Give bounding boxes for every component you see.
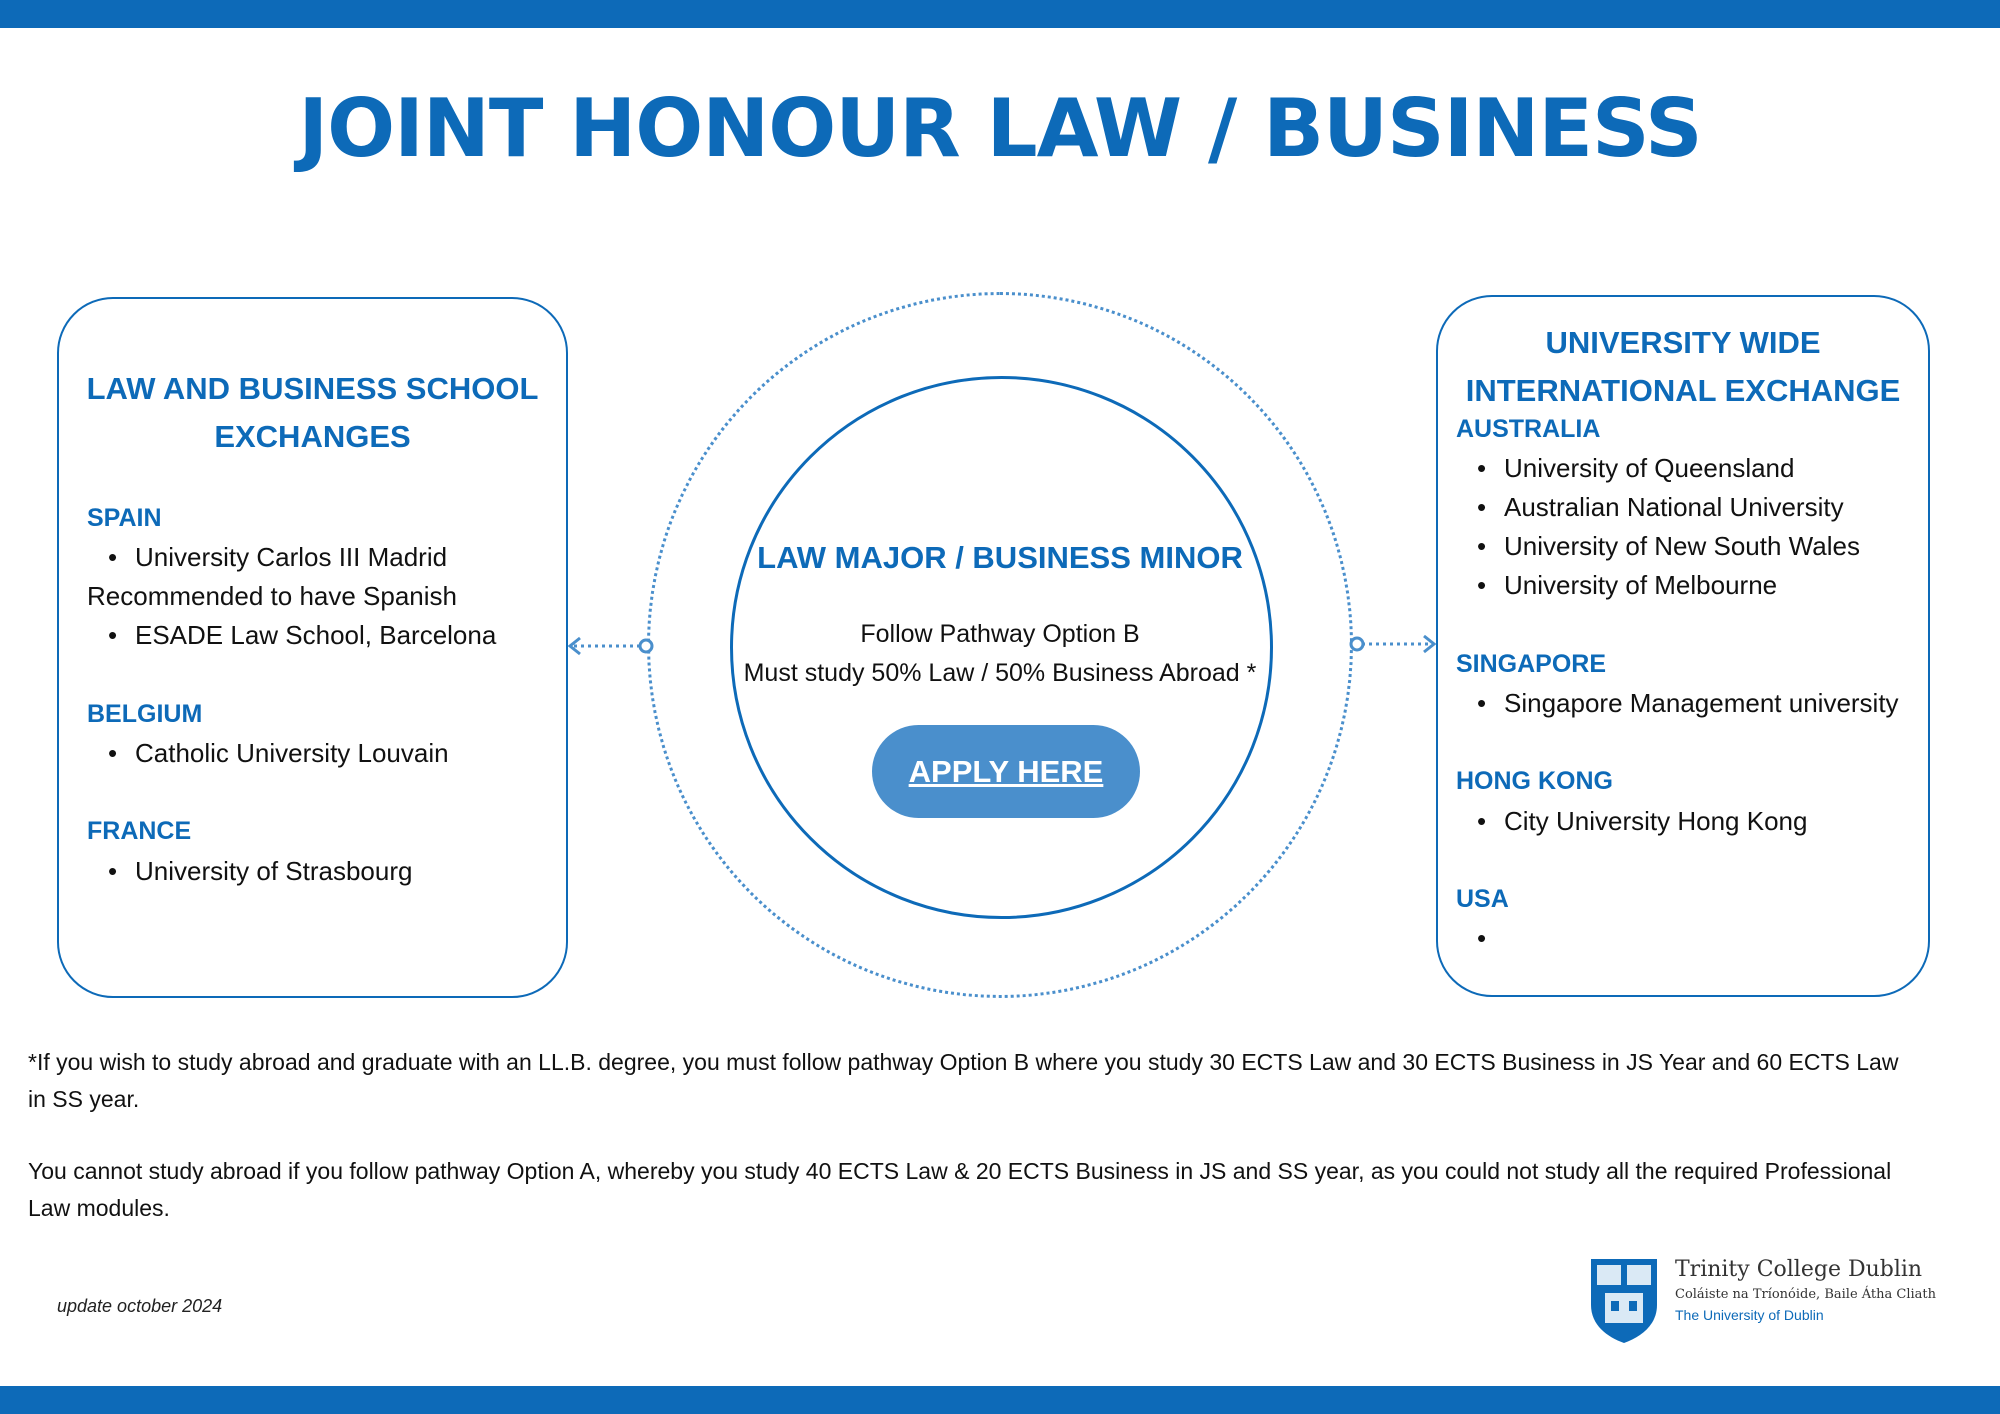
footnote-option-b-line1: *If you wish to study abroad and graduate with an LL.B. degree, you must follow pathway Option B where you study 30 ECTS Law and 30 ECTS Business in JS Year and 60 ECTS Law bbox=[28, 1049, 1899, 1075]
country-belgium: BELGIUM bbox=[87, 700, 203, 728]
footnote-option-a-line1: You cannot study abroad if you follow pathway Option A, whereby you study 40 ECTS Law & 20 ECTS Business in JS and SS year, as you could not study all the required Professional bbox=[28, 1158, 1892, 1184]
center-title: LAW MAJOR / BUSINESS MINOR bbox=[757, 540, 1243, 575]
country-hong-kong: HONG KONG bbox=[1456, 767, 1613, 795]
list-item: • University Carlos III Madrid bbox=[135, 542, 447, 573]
tcd-crest-icon bbox=[1589, 1257, 1659, 1345]
list-item: • City University Hong Kong bbox=[1504, 806, 1807, 837]
page-title: JOINT HONOUR LAW / BUSINESS bbox=[298, 82, 1702, 175]
right-box-heading-line1: UNIVERSITY WIDE bbox=[1545, 325, 1821, 360]
logo-irish-name: Coláiste na Tríonóide, Baile Átha Cliath bbox=[1675, 1287, 1937, 1302]
country-singapore: SINGAPORE bbox=[1456, 650, 1607, 678]
spanish-note: Recommended to have Spanish bbox=[87, 581, 458, 611]
pathway-line: Follow Pathway Option B bbox=[860, 620, 1140, 648]
left-box-heading-line2: EXCHANGES bbox=[214, 419, 411, 454]
list-item: • ESADE Law School, Barcelona bbox=[135, 620, 496, 651]
bottom-bar bbox=[0, 1386, 2000, 1414]
footnote-option-a-line2: Law modules. bbox=[28, 1195, 170, 1221]
logo-name: Trinity College Dublin bbox=[1675, 1257, 1923, 1282]
list-item: • University of Melbourne bbox=[1504, 570, 1777, 601]
list-item: • University of Queensland bbox=[1504, 453, 1794, 484]
apply-here-button[interactable]: APPLY HERE bbox=[872, 725, 1140, 818]
left-connector-dot bbox=[640, 640, 652, 652]
study-abroad-line: Must study 50% Law / 50% Business Abroad * bbox=[743, 659, 1257, 687]
logo-subtitle: The University of Dublin bbox=[1675, 1307, 1824, 1323]
country-australia: AUSTRALIA bbox=[1456, 415, 1601, 443]
list-item: • Singapore Management university bbox=[1504, 688, 1899, 719]
country-usa: USA bbox=[1456, 885, 1509, 913]
list-item: • University of Strasbourg bbox=[135, 856, 412, 887]
update-date: update october 2024 bbox=[57, 1296, 223, 1316]
country-france: FRANCE bbox=[87, 817, 192, 845]
right-box-heading-line2: INTERNATIONAL EXCHANGE bbox=[1465, 373, 1901, 408]
left-box-heading-line1: LAW AND BUSINESS SCHOOL bbox=[86, 371, 539, 406]
list-item: • University of New South Wales bbox=[1504, 531, 1860, 562]
right-connector-dot bbox=[1351, 638, 1363, 650]
list-item: • Australian National University bbox=[1504, 492, 1844, 523]
country-spain: SPAIN bbox=[87, 504, 162, 532]
footnote-option-b-line2: in SS year. bbox=[28, 1086, 140, 1112]
list-item: • Catholic University Louvain bbox=[135, 738, 449, 769]
tcd-logo bbox=[1589, 1257, 1969, 1347]
